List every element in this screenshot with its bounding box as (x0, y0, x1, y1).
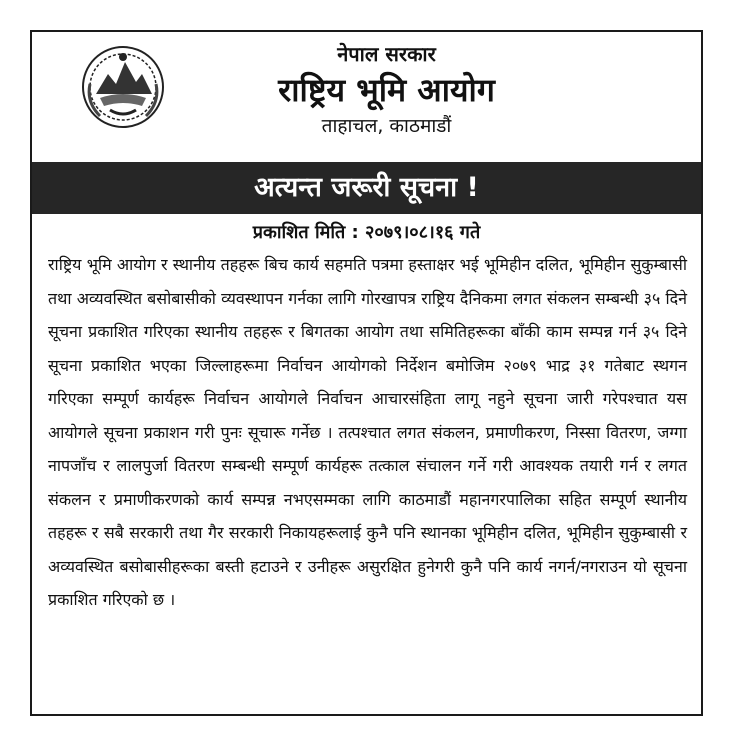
header (32, 40, 701, 140)
notice-frame (30, 30, 703, 716)
notice-body: राष्ट्रिय भूमि आयोग र स्थानीय तहहरू बिच कार्य सहमति पत्रमा हस्ताक्षर भई भूमिहीन दलित, भूमिहीन सुकुम्बासी तथा अव्यवस्थित बसोबासीको व्यवस्थापन गर्नका लागि गोरखापत्र राष्ट्रिय दैनिकमा लगत संकलन सम्बन्धी ३५ दिने सूचना प्रकाशित गरिएका स्थानीय तहहरू र बिगतका आयोग तथा समितिहरूका बाँकी काम सम्पन्न गर्न ३५ दिने सूचना प्रकाशित भएका जिल्लाहरूमा निर्वाचन आयोगको निर्देशन बमोजिम २०७९ भाद्र ३१ गतेबाट स्थगन गरिएका सम्पूर्ण कार्यहरू निर्वाचन आयोगले निर्वाचन आचारसंहिता लागू नहुने सूचना जारी गरेपश्चात यस आयोगले सूचना प्रकाशन गरी पुनः सूचारू गर्नेछ । तत्पश्चात लगत संकलन, प्रमाणीकरण, निस्सा वितरण, जग्गा नापजाँच र लालपुर्जा वितरण सम्बन्धी सम्पूर्ण कार्यहरू तत्काल संचालन गर्ने गरी आवश्यक तयारी गर्न र लगत संकलन र प्रमाणीकरणको कार्य सम्पन्न नभएसम्मका लागि काठमाडौं महानगरपालिका सहित सम्पूर्ण स्थानीय तहहरू र सबै सरकारी तथा गैर सरकारी निकायहरूलाई कुनै पनि स्थानका भूमिहीन दलित, भूमिहीन सुकुम्बासी र अव्यवस्थित बसोबासीहरूका बस्ती हटाउने र उनीहरू असुरक्षित हुनेगरी कुनै पनि कार्य नगर्न/नगराउन यो सूचना प्रकाशित गरिएको छ । (48, 255, 687, 609)
commission-location: ताहाचल, काठमाडौं (321, 115, 452, 137)
notice-title: अत्यन्त जरूरी सूचना ! (32, 162, 701, 214)
published-date: प्रकाशित मिति : २०७९।०८।१६ गते (252, 222, 481, 243)
commission-name: राष्ट्रिय भूमि आयोग (278, 71, 495, 109)
government-name: नेपाल सरकार (337, 42, 436, 66)
